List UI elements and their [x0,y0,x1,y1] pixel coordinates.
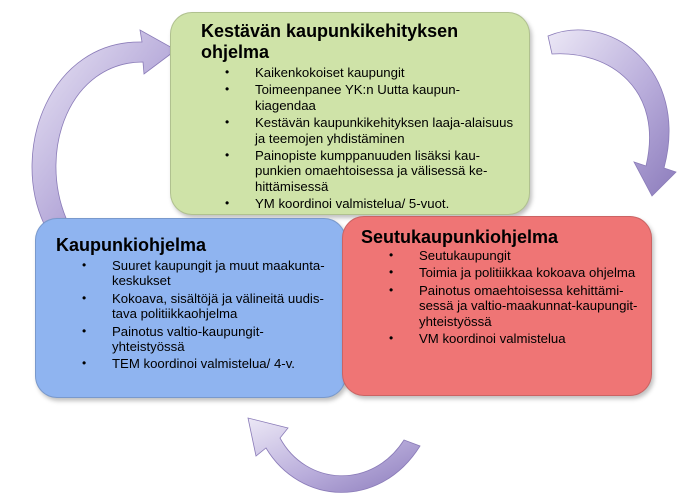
arrow-top-left [32,30,176,224]
arrow-bottom [248,418,420,492]
list-item: • TEM koordinoi valmistelua/ 4-v. [112,356,335,371]
red-box-title: Seutukaupunkiohjelma [361,227,559,247]
list-item: • Seutukaupungit [419,248,641,263]
red-box-list [361,248,641,346]
arrow-top-right [548,30,676,196]
list-item: • Painotus valtio-kaupungit-yhteistyössä [112,324,335,355]
list-item: • Kokoava, sisältöjä ja välineitä uudis-tava politiikkaohjelma [112,291,335,322]
blue-box-title: Kaupunkiohjelma [56,235,207,255]
green-box-kestava [170,12,530,215]
red-box-seutukaupunkiohjelma [342,216,652,396]
list-item: • Kaikenkokoiset kaupungit [255,65,517,80]
list-item: • Toimeenpanee YK:n Uutta kaupun-kiagendaa [255,82,517,113]
list-item: • Toimia ja politiikkaa kokoava ohjelma [419,265,641,280]
list-item: • Kestävän kaupunkikehityksen laaja-alaisuus ja teemojen yhdistäminen [255,115,517,146]
list-item: • Painotus omaehtoisessa kehittämi-sessä ja valtio-maakunnat-kaupungit-yhteistyössä [419,283,641,329]
list-item: • Suuret kaupungit ja muut maakunta-keskukset [112,258,335,289]
green-box-title: Kestävän kaupunkikehityksen ohjelma [201,21,459,62]
green-box-list [201,65,517,212]
blue-box-kaupunkiohjelma [35,218,346,398]
list-item: • Painopiste kumppanuuden lisäksi kau-punkien omaehtoisessa ja välisessä ke-hittämisessä [255,148,517,194]
list-item: • YM koordinoi valmistelua/ 5-vuot. [255,196,517,211]
blue-box-list [56,258,335,372]
list-item: • VM koordinoi valmistelua [419,331,641,346]
